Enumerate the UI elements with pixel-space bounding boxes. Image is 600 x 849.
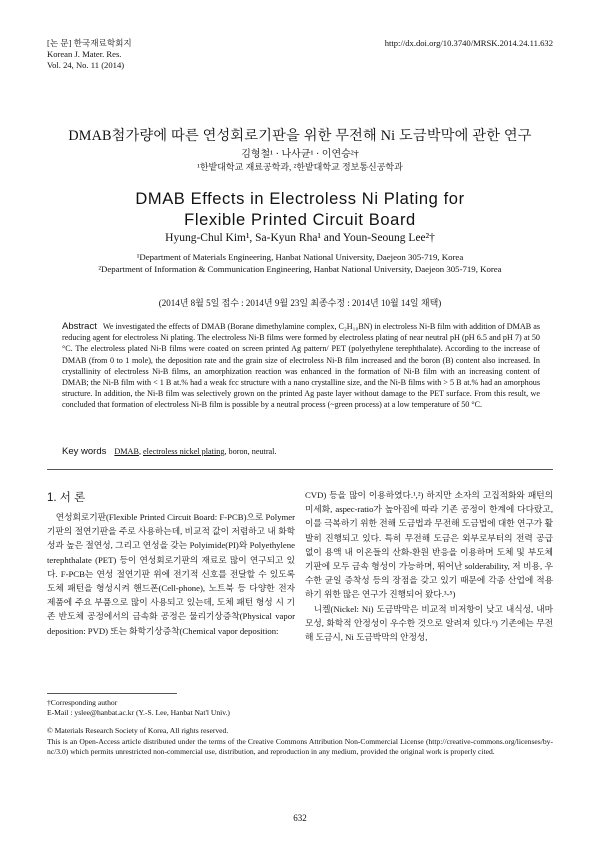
right-column-paragraph-2: 니켈(Nickel: Ni) 도금박막은 비교적 비저항이 낮고 내식성, 내마모성, 화학적 안정성이 우수한 것으로 알려져 있다.⁶) 기존에는 무전해 도금시, Ni 도금박막의 안정성, (305, 603, 553, 643)
english-affiliation-1: ¹Department of Materials Engineering, Hanbat National University, Daejeon 305-719, Korea (136, 252, 464, 262)
english-title-line-1: DMAB Effects in Electroless Ni Plating for (135, 190, 465, 208)
footnote-divider (47, 693, 177, 694)
keyword-electroless-nickel-plating[interactable]: electroless nickel plating (143, 447, 225, 456)
section-heading (47, 489, 85, 505)
korean-authors: 김형철¹ · 나사균¹ · 이연승²† (241, 149, 359, 160)
submission-dates: (2014년 8월 5일 접수 : 2014년 9월 23일 최종수정 : 2014년 10월 14일 채택) (158, 298, 442, 308)
section-divider (47, 469, 553, 470)
corresponding-author: †Corresponding author (47, 698, 118, 707)
korean-affiliations: ¹한밭대학교 재료공학과, ²한밭대학교 정보통신공학과 (197, 162, 403, 172)
page-number: 632 (293, 813, 307, 823)
journal-header-line-2: Korean J. Mater. Res. (47, 49, 122, 59)
keyword-dmab[interactable]: DMAB (114, 447, 139, 456)
journal-header (47, 38, 132, 71)
copyright-notice: © Materials Research Society of Korea, All rights reserved. (47, 726, 229, 736)
journal-header-line-1: [논 문] 한국재료학회지 (47, 38, 132, 48)
english-authors: Hyung-Chul Kim¹, Sa-Kyun Rha¹ and Youn-Seoung Lee²† (165, 232, 435, 244)
left-column (47, 510, 295, 638)
author-email[interactable]: E-Mail : yslee@hanbat.ac.kr (Y.-S. Lee, Hanbat Nat'l Univ.) (47, 708, 230, 718)
section-title: 서 론 (59, 492, 86, 504)
korean-title: DMAB첨가량에 따른 연성회로기판을 위한 무전해 Ni 도금박막에 관한 연구 (68, 128, 532, 144)
abstract (62, 321, 540, 411)
abstract-label: Abstract (62, 321, 97, 332)
keywords-label: Key words (62, 446, 107, 457)
footnotes (47, 698, 553, 757)
english-affiliation-2: ²Department of Information & Communication Engineering, Hanbat National University, Daejeon 305-719, Korea (98, 263, 502, 274)
english-title-line-2: Flexible Printed Circuit Board (184, 211, 416, 229)
left-column-paragraph: 연성회로기판(Flexible Printed Circuit Board: F-PCB)으로 Polymer 기판의 절연기판을 주로 사용하는데, 비교적 값이 저렴하고 내 화학성과 높은 절연성, 그리고 연성을 갖는 Polyimide(PI)와 Polyethylene terephthalate (PET) 등이 연성회로기판의 재료로 많이 연구되고 있다. F-PCB는 연성 절연기판 위에 전기적 신호를 전달할 수 있도록 도체 패턴을 형성시켜 핸드폰(Cell-phone), 노트북 등 다양한 전자 제품에 주요 부품으로 많이 사용되고 있는데, 도체 패턴 형성 시 기존 반도체 공정에서의 금속화 공정은 물리기상증착(Physical vapor deposition: PVD) 또는 화학기상증착(Chemical vapor deposition: (47, 512, 295, 636)
keywords: Key words DMAB, electroless nickel plating, boron, neutral. (62, 446, 277, 457)
license-notice: This is an Open-Access article distributed under the terms of the Creative Commons Attribution Non-Commercial License (http://creative-commons.org/licenses/by-nc/3.0) which permits unrestricted non-commercial use, distribution, and reproduction in any medium, provided the original work is properly cited. (47, 736, 553, 756)
right-column-paragraph-1: CVD) 등을 많이 이용하였다.¹,²) 하지만 소자의 고집적화와 패턴의 미세화, aspec-ratio가 높아짐에 따라 기존 공정이 한계에 다다랐고, 이를 극복하기 위한 전해 도금법과 무전해 도금법에 대한 연구가 활발히 진행되고 있다. 특히 무전해 도금은 외부로부터의 전력 공급 없이 용액 내 이온들의 산화-환원 반응을 이용하며 도체 및 부도체 기판에 모두 금속 형성이 가능하며, 뛰어난 solderability, 저 비용, 우수한 균일 증착성 등의 장점을 갖고 있기 때문에 각종 산업에 적용하기 위한 많은 연구가 진행되어 왔다.³-⁵) (305, 490, 553, 600)
keyword-rest: boron, neutral. (228, 447, 277, 456)
section-number: 1. (47, 492, 57, 504)
doi-link[interactable]: http://dx.doi.org/10.3740/MRSK.2014.24.11.632 (384, 38, 553, 48)
journal-header-line-3: Vol. 24, No. 11 (2014) (47, 60, 125, 70)
english-affiliations (0, 252, 600, 275)
english-title (0, 189, 600, 231)
abstract-text: We investigated the effects of DMAB (Borane dimethylamine complex, C₂H₁₀BN) in electroless Ni-B film with addition of DMAB as reducing agent for electroless Ni plating. The electroless Ni-B films were formed by electroless plating of near neutral pH (pH 6.5 and pH 7) at 50 °C. The electroless plated Ni-B films were coated on screen printed Ag pattern/ PET (polyethylene terephthalate). According to the increase of DMAB (from 0 to 1 mole), the deposition rate and the grain size of electroless Ni-B film increased and the boron (B) content also increased. In crystallinity of electroless Ni-B films, an amorphization reaction was enhanced in the formation of Ni-B film with an increasing content of DMAB; the Ni-B film with < 1 B at.% had a weak fcc structure with a nano crystalline size, and the Ni-B films with > 5 B at.% had an amorphous structure. In addition, the Ni-B film was selectively grown on the printed Ag paste layer without damage to the PET surface. From this result, we concluded that formation of electroless Ni-B film is possible by a neutral process (~green process) at a low temperature of 50 °C. (62, 322, 540, 410)
right-column (305, 488, 553, 644)
